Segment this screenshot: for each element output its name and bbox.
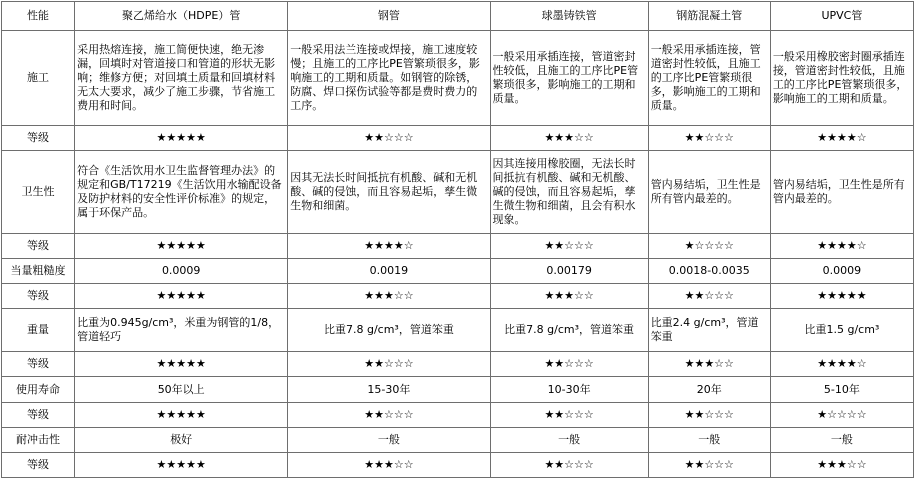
star-rating: ★★★★★ bbox=[75, 352, 288, 377]
star-rating: ★★★☆☆ bbox=[648, 352, 770, 377]
table-cell: 一般采用法兰连接或焊接，施工速度较慢；且施工的工序比PE管繁琐很多，影响施工的工期和质量。如钢管的除锈，防腐、焊口探伤试验等都是费时费力的工序。 bbox=[288, 31, 490, 126]
header-cell-ductile-iron: 球墨铸铁管 bbox=[490, 2, 648, 31]
table-row-grade bbox=[2, 234, 914, 259]
star-rating: ★★☆☆☆ bbox=[490, 352, 648, 377]
table-row-grade bbox=[2, 403, 914, 428]
star-rating: ★★★★☆ bbox=[770, 234, 913, 259]
star-rating: ★★☆☆☆ bbox=[288, 126, 490, 151]
table-cell: 一般 bbox=[770, 428, 913, 453]
star-rating: ★☆☆☆☆ bbox=[770, 403, 913, 428]
header-row bbox=[2, 2, 914, 31]
table-cell: 极好 bbox=[75, 428, 288, 453]
star-rating: ★★★★☆ bbox=[288, 234, 490, 259]
table-row-service-life bbox=[2, 377, 914, 403]
table-row-grade bbox=[2, 453, 914, 478]
row-label: 使用寿命 bbox=[2, 377, 75, 403]
table-cell: 管内易结垢，卫生性是所有管内最差的。 bbox=[770, 151, 913, 234]
table-cell: 采用热熔连接，施工简便快速，绝无渗漏，回填时对管道接口和管道的形状无影响；维修方便；对回填土质量和回填材料无太大要求，减少了施工步骤，节省施工费用和时间。 bbox=[75, 31, 288, 126]
star-rating: ★★★★★ bbox=[75, 453, 288, 478]
table-cell: 一般采用承插连接，管道密封性较低，且施工的工序比PE管繁琐很多，影响施工的工期和质量。 bbox=[490, 31, 648, 126]
table-row-roughness bbox=[2, 259, 914, 284]
table-cell: 比重1.5 g/cm³ bbox=[770, 309, 913, 352]
table-row-grade bbox=[2, 126, 914, 151]
star-rating: ★★★☆☆ bbox=[288, 453, 490, 478]
star-rating: ★★★★★ bbox=[75, 234, 288, 259]
star-rating: ★★☆☆☆ bbox=[648, 453, 770, 478]
table-cell: 管内易结垢，卫生性是所有管内最差的。 bbox=[648, 151, 770, 234]
table-cell: 一般采用承插连接，管道密封性较低，且施工的工序比PE管繁琐很多，影响施工的工期和质量。 bbox=[648, 31, 770, 126]
table-cell: 比重2.4 g/cm³，管道笨重 bbox=[648, 309, 770, 352]
row-label: 卫生性 bbox=[2, 151, 75, 234]
star-rating: ★★★☆☆ bbox=[490, 126, 648, 151]
star-rating: ★★★★★ bbox=[770, 284, 913, 309]
table-cell: 因其无法长时间抵抗有机酸、碱和无机酸、碱的侵蚀，而且容易起垢，孳生微生物和细菌。 bbox=[288, 151, 490, 234]
table-cell: 比重7.8 g/cm³，管道笨重 bbox=[490, 309, 648, 352]
star-rating: ★★★☆☆ bbox=[770, 453, 913, 478]
row-label: 等级 bbox=[2, 126, 75, 151]
row-label: 重量 bbox=[2, 309, 75, 352]
table-cell: 因其连接用橡胶圈，无法长时间抵抗有机酸、碱和无机酸、碱的侵蚀，而且容易起垢，孳生微生物和细菌，且会有积水现象。 bbox=[490, 151, 648, 234]
star-rating: ★★★★★ bbox=[75, 403, 288, 428]
header-cell-concrete: 钢筋混凝土管 bbox=[648, 2, 770, 31]
star-rating: ★☆☆☆☆ bbox=[648, 234, 770, 259]
table-cell: 一般 bbox=[490, 428, 648, 453]
table-cell: 10-30年 bbox=[490, 377, 648, 403]
row-label: 当量粗糙度 bbox=[2, 259, 75, 284]
table-row-construction bbox=[2, 31, 914, 126]
table-row-grade bbox=[2, 284, 914, 309]
table-cell: 0.0019 bbox=[288, 259, 490, 284]
table-cell: 0.00179 bbox=[490, 259, 648, 284]
table-cell: 0.0018-0.0035 bbox=[648, 259, 770, 284]
star-rating: ★★☆☆☆ bbox=[288, 352, 490, 377]
row-label: 等级 bbox=[2, 403, 75, 428]
table-cell: 比重为0.945g/cm³，米重为钢管的1/8，管道轻巧 bbox=[75, 309, 288, 352]
star-rating: ★★☆☆☆ bbox=[490, 403, 648, 428]
table-cell: 一般 bbox=[288, 428, 490, 453]
row-label: 施工 bbox=[2, 31, 75, 126]
star-rating: ★★★★☆ bbox=[770, 126, 913, 151]
star-rating: ★★☆☆☆ bbox=[648, 284, 770, 309]
star-rating: ★★★☆☆ bbox=[490, 284, 648, 309]
header-cell-steel: 钢管 bbox=[288, 2, 490, 31]
table-cell: 比重7.8 g/cm³，管道笨重 bbox=[288, 309, 490, 352]
row-label: 等级 bbox=[2, 234, 75, 259]
table-cell: 20年 bbox=[648, 377, 770, 403]
table-cell: 5-10年 bbox=[770, 377, 913, 403]
star-rating: ★★★☆☆ bbox=[288, 284, 490, 309]
header-cell-hdpe: 聚乙烯给水（HDPE）管 bbox=[75, 2, 288, 31]
row-label: 等级 bbox=[2, 284, 75, 309]
table-cell: 符合《生活饮用水卫生监督管理办法》的规定和GB/T17219《生活饮用水输配设备及防护材料的安全性评价标准》的规定，属于环保产品。 bbox=[75, 151, 288, 234]
row-label: 等级 bbox=[2, 352, 75, 377]
star-rating: ★★★★★ bbox=[75, 126, 288, 151]
table-body bbox=[2, 2, 914, 478]
star-rating: ★★☆☆☆ bbox=[490, 234, 648, 259]
table-cell: 0.0009 bbox=[770, 259, 913, 284]
header-cell-property: 性能 bbox=[2, 2, 75, 31]
pipe-comparison-table bbox=[1, 1, 914, 478]
table-cell: 一般采用橡胶密封圈承插连接，管道密封性较低，且施工的工序比PE管繁琐很多，影响施工的工期和质量。 bbox=[770, 31, 913, 126]
table-cell: 0.0009 bbox=[75, 259, 288, 284]
header-cell-upvc: UPVC管 bbox=[770, 2, 913, 31]
table-row-grade bbox=[2, 352, 914, 377]
star-rating: ★★☆☆☆ bbox=[490, 453, 648, 478]
row-label: 等级 bbox=[2, 453, 75, 478]
star-rating: ★★☆☆☆ bbox=[648, 403, 770, 428]
star-rating: ★★★★★ bbox=[75, 284, 288, 309]
table-cell: 50年以上 bbox=[75, 377, 288, 403]
table-cell: 一般 bbox=[648, 428, 770, 453]
table-row-weight bbox=[2, 309, 914, 352]
star-rating: ★★☆☆☆ bbox=[288, 403, 490, 428]
row-label: 耐冲击性 bbox=[2, 428, 75, 453]
table-row-impact-resistance bbox=[2, 428, 914, 453]
star-rating: ★★☆☆☆ bbox=[648, 126, 770, 151]
star-rating: ★★★★☆ bbox=[770, 352, 913, 377]
table-row-hygiene bbox=[2, 151, 914, 234]
table-cell: 15-30年 bbox=[288, 377, 490, 403]
